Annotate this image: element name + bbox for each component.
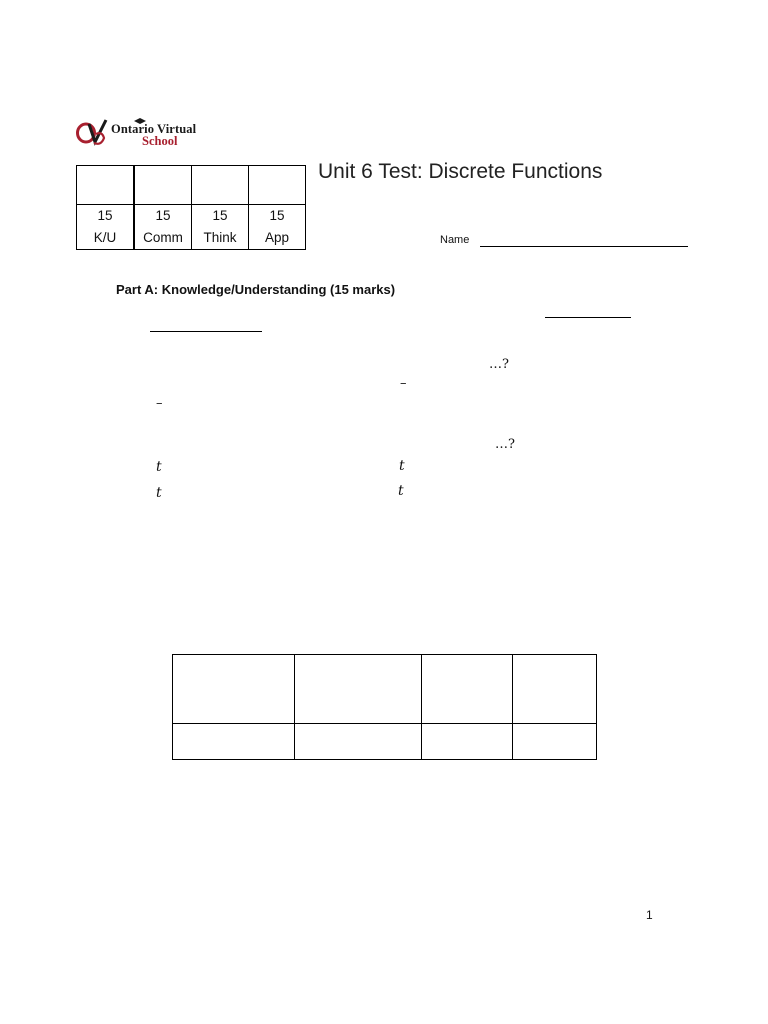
variable-t: t — [398, 483, 404, 499]
answer-table — [172, 654, 597, 760]
marks-value: 15 — [212, 208, 228, 223]
score-cell-app — [249, 166, 306, 205]
table-cell[interactable] — [422, 655, 513, 724]
logo-text-line2: School — [142, 134, 178, 148]
marks-cell-comm — [134, 205, 192, 250]
answer-blank-line[interactable] — [150, 331, 262, 332]
marks-label: Think — [203, 230, 237, 245]
marks-cell-think — [192, 205, 249, 250]
score-cell-ku — [77, 166, 135, 205]
answer-blank-line[interactable] — [545, 317, 631, 318]
table-cell[interactable] — [422, 724, 513, 760]
marks-cell-ku — [77, 205, 135, 250]
part-a-heading: Part A: Knowledge/Understanding (15 marks) — [116, 282, 396, 297]
logo-text-line1: Ontario Virtual — [111, 122, 197, 136]
variable-t: t — [156, 485, 162, 501]
table-cell[interactable] — [295, 724, 422, 760]
variable-t: t — [399, 458, 405, 474]
page-number: 1 — [646, 908, 653, 922]
name-label: Name — [440, 234, 470, 246]
table-cell[interactable] — [513, 655, 597, 724]
marks-label: App — [264, 230, 290, 245]
marks-value: 15 — [155, 208, 171, 223]
table-cell[interactable] — [173, 724, 295, 760]
dash-fragment: – — [156, 396, 163, 411]
marks-value: 15 — [97, 208, 113, 223]
marks-label: Comm — [143, 230, 183, 245]
ovs-logo-icon — [76, 118, 112, 148]
marks-label: K/U — [93, 230, 117, 245]
table-cell[interactable] — [295, 655, 422, 724]
table-cell[interactable] — [173, 655, 295, 724]
ellipsis-question: …? — [489, 357, 509, 372]
score-cell-think — [192, 166, 249, 205]
name-field-line[interactable] — [480, 246, 688, 247]
page-title: Unit 6 Test: Discrete Functions — [318, 160, 603, 183]
school-logo — [76, 118, 226, 148]
score-cell-comm — [134, 166, 192, 205]
ellipsis-question: …? — [495, 437, 515, 452]
marks-table — [76, 165, 306, 250]
table-cell[interactable] — [513, 724, 597, 760]
dash-fragment: – — [400, 376, 407, 391]
marks-cell-app — [249, 205, 306, 250]
variable-t: t — [156, 459, 162, 475]
marks-value: 15 — [269, 208, 285, 223]
